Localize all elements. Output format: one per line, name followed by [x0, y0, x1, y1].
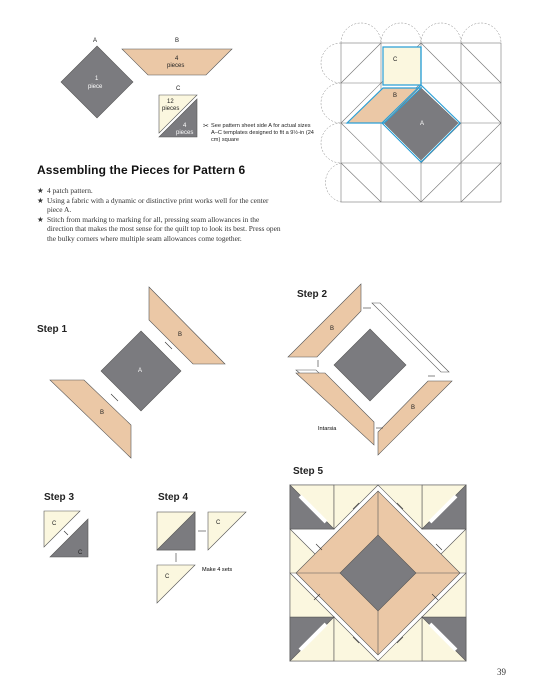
block-label-c: C — [393, 57, 398, 63]
step3-label-c-bottom: C — [78, 550, 83, 556]
step2-title: Step 2 — [297, 289, 328, 300]
template-c1-unit: pieces — [162, 106, 180, 112]
step1-label-a: A — [138, 368, 143, 374]
step3-label-c-top: C — [52, 521, 57, 527]
scissors-icon: ✂ — [203, 122, 209, 130]
template-a-count: 1 — [95, 76, 99, 82]
template-a-letter: A — [93, 38, 98, 44]
step4-label-c-right: C — [216, 520, 221, 526]
template-a-unit: piece — [88, 84, 103, 90]
step1-label-b-top: B — [178, 332, 183, 338]
block-label-b: B — [393, 93, 398, 99]
template-b-unit: pieces — [167, 63, 185, 69]
star-icon: ★ — [37, 186, 44, 195]
template-b-count: 4 — [175, 56, 179, 62]
step1-title: Step 1 — [37, 324, 68, 335]
page-number: 39 — [497, 667, 506, 677]
step4-note: Make 4 sets — [202, 567, 233, 573]
section-title: Assembling the Pieces for Pattern 6 — [37, 163, 246, 177]
step5-title: Step 5 — [293, 466, 324, 477]
step1-label-b-bottom: B — [100, 410, 105, 416]
bullet-text: Using a fabric with a dynamic or distinctive print works well for the center piece A. — [47, 195, 269, 215]
bullet-text: 4 patch pattern. — [47, 186, 93, 195]
step2-note: Intarsia — [318, 426, 337, 432]
template-b-letter: B — [175, 38, 180, 44]
template-c-letter: C — [176, 86, 181, 92]
step2-label-b-right: B — [411, 405, 416, 411]
template-note: See pattern sheet side A for actual sizes A–C templates designed to fit a 9½-in (24 cm) square — [211, 123, 314, 143]
star-icon: ★ — [37, 214, 44, 224]
star-icon: ★ — [37, 195, 44, 205]
step2-label-b: B — [330, 326, 335, 332]
template-c1-count: 12 — [167, 99, 174, 105]
step4-title: Step 4 — [158, 492, 189, 503]
step4-label-c-bottom: C — [165, 574, 170, 580]
bullet-text: Stitch from marking to marking for all, pressing seam allowances in the direction that makes the most sense for the quilt top to look its best. Press open the bulky corners where multiple seam allowances come together. — [47, 214, 281, 243]
template-c2-unit: pieces — [176, 130, 194, 136]
template-c2-count: 4 — [183, 123, 187, 129]
step3-title: Step 3 — [44, 492, 75, 503]
block-label-a: A — [420, 121, 425, 127]
